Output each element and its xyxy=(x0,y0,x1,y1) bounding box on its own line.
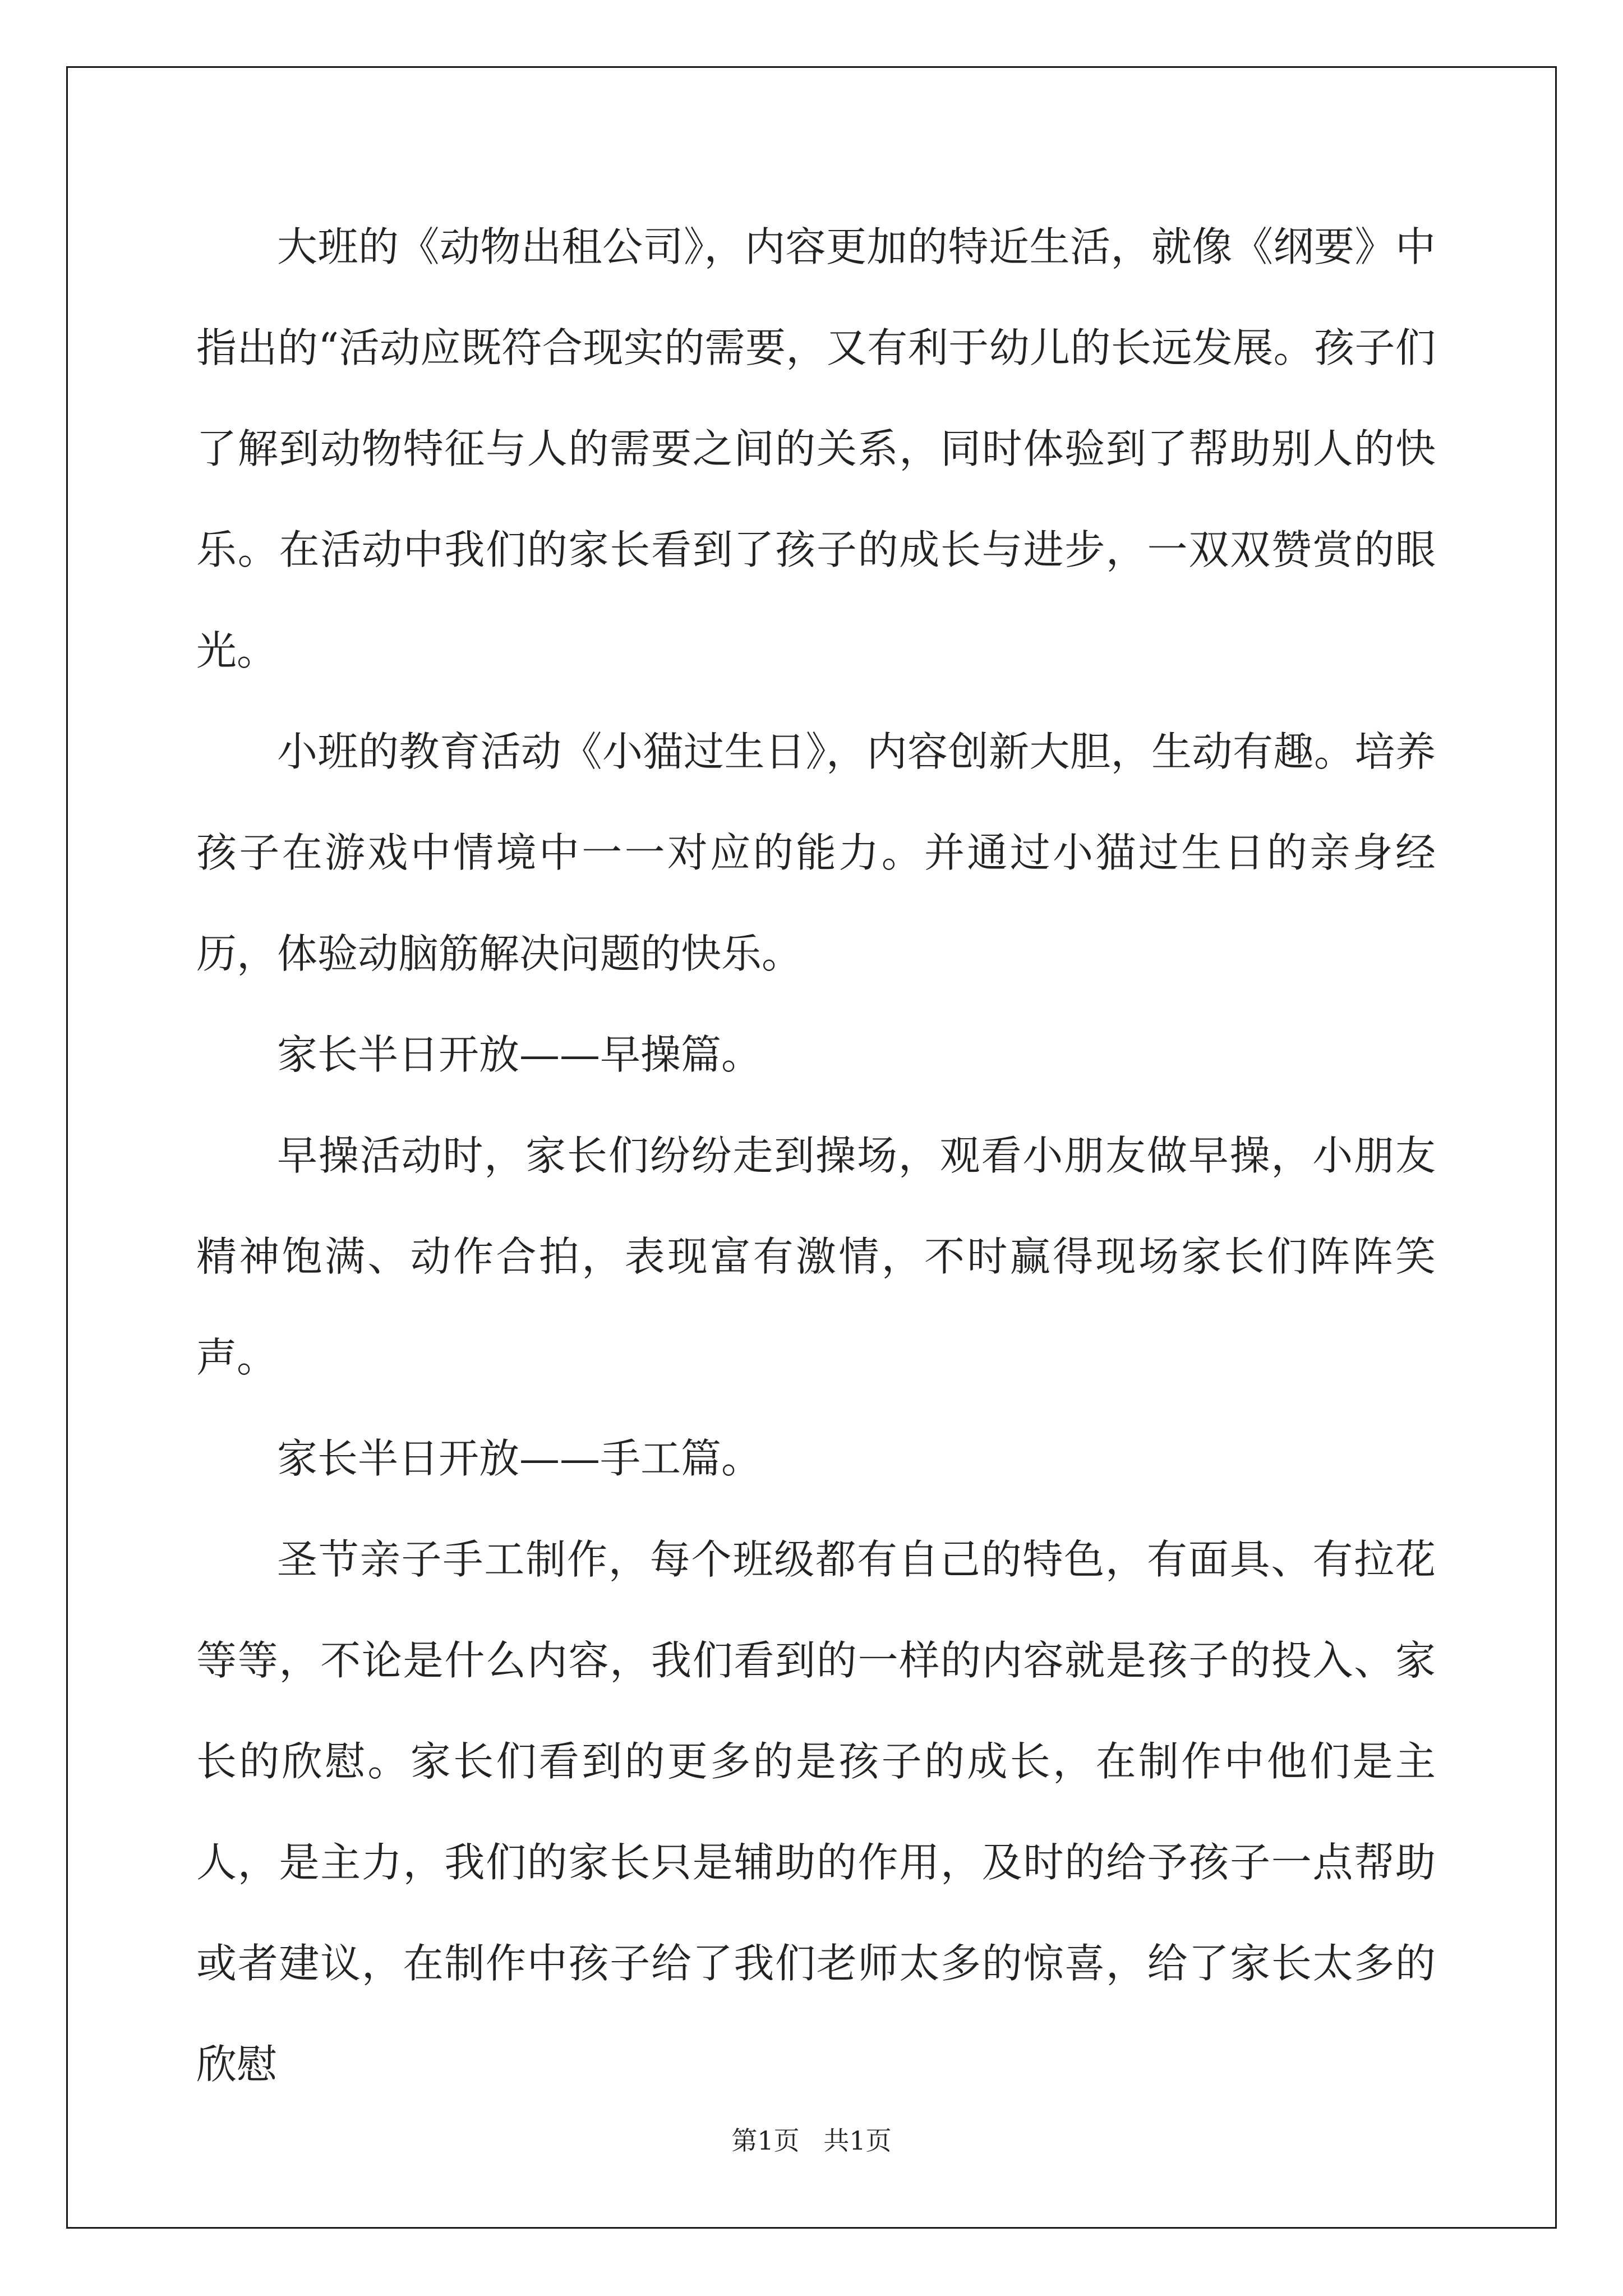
document-body xyxy=(196,196,1436,2115)
paragraph-3: 家长半日开放——早操篇。 xyxy=(277,1031,762,1078)
page-total: 共1页 xyxy=(823,2125,892,2156)
paragraph-4: 早操活动时，家长们纷纷走到操场，观看小朋友做早操，小朋友精神饱满、动作合拍，表现富有激情，不时赢得现场家长们阵阵笑声。 xyxy=(196,1132,1436,1381)
page-footer xyxy=(0,2120,1623,2157)
paragraph-1: 大班的《动物出租公司》，内容更加的特近生活，就像《纲要》中指出的“活动应既符合现实的需要，又有利于幼儿的长远发展。孩子们了解到动物特征与人的需要之间的关系，同时体验到了帮助别人的快乐。在活动中我们的家长看到了孩子的成长与进步，一双双赞赏的眼光。 xyxy=(196,223,1436,674)
paragraph-6: 圣节亲子手工制作，每个班级都有自己的特色，有面具、有拉花等等，不论是什么内容，我们看到的一样的内容就是孩子的投入、家长的欣慰。家长们看到的更多的是孩子的成长，在制作中他们是主人，是主力，我们的家长只是辅助的作用，及时的给予孩子一点帮助或者建议，在制作中孩子给了我们老师太多的惊喜，给了家长太多的欣慰 xyxy=(196,1536,1436,2088)
paragraph-5: 家长半日开放——手工篇。 xyxy=(277,1435,762,1482)
page-number: 第1页 xyxy=(731,2125,800,2156)
paragraph-2: 小班的教育活动《小猫过生日》，内容创新大胆，生动有趣。培养孩子在游戏中情境中一一对应的能力。并通过小猫过生日的亲身经历，体验动脑筋解决问题的快乐。 xyxy=(196,728,1436,977)
